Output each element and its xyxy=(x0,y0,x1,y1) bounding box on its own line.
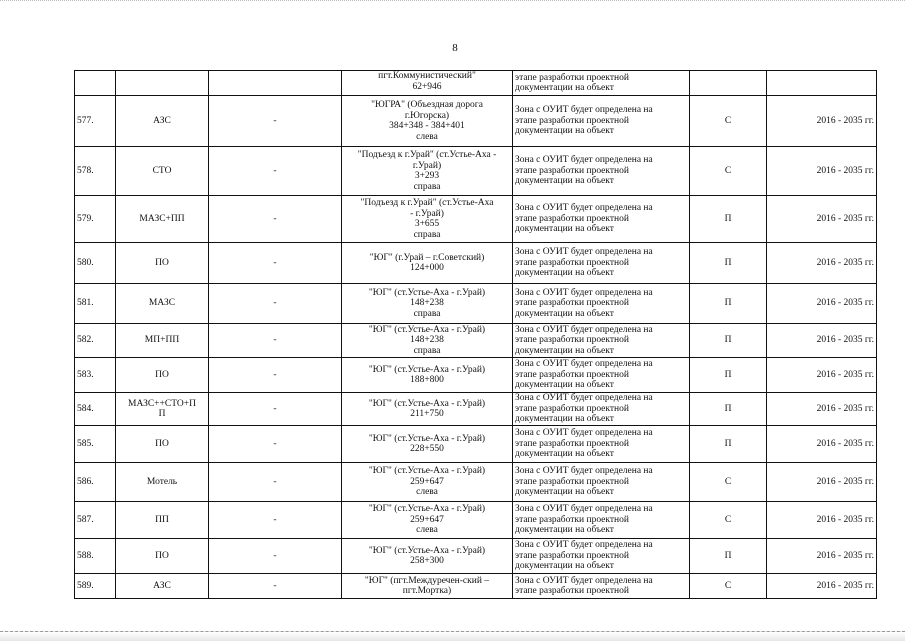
location-line: 228+550 xyxy=(410,444,444,454)
zone-line: документации на объект xyxy=(515,268,614,279)
row-number: 581. xyxy=(75,284,116,324)
row-number: 583. xyxy=(75,358,116,393)
location-line: пгт.Мортка) xyxy=(402,586,452,596)
table-row xyxy=(75,463,877,502)
zone-line: этапе разработки проектной xyxy=(515,72,629,83)
dash-cell: - xyxy=(209,147,342,196)
zone-cell xyxy=(513,393,690,426)
category-cell: П xyxy=(690,426,767,463)
location-cell xyxy=(342,324,513,358)
location-line: "ЮГ" (ст.Устье-Аха - г.Урай) xyxy=(368,504,486,515)
location-line: 148+238 xyxy=(410,298,444,309)
zone-line: Зона с ОУИТ будет определена на xyxy=(515,466,653,477)
period-cell: 2016 - 2035 гг. xyxy=(767,539,877,574)
location-cell xyxy=(342,463,513,502)
row-number: 579. xyxy=(75,196,116,243)
zone-cell xyxy=(513,358,690,393)
zone-line: Зона с ОУИТ будет определена на xyxy=(515,155,653,166)
location-line: "ЮГ" (ст.Устье-Аха - г.Урай) xyxy=(368,287,486,298)
table-row xyxy=(75,196,877,243)
zone-line: этапе разработки проектной xyxy=(515,586,629,596)
category-cell: П xyxy=(690,393,767,426)
location-cell xyxy=(342,196,513,243)
zone-line: Зона с ОУИТ будет определена на xyxy=(515,105,653,116)
category-cell: П xyxy=(690,324,767,358)
location-line: 384+348 - 384+401 xyxy=(389,121,465,131)
location-line: 259+647 xyxy=(410,514,444,525)
dash-cell: - xyxy=(209,358,342,393)
zone-line: этапе разработки проектной xyxy=(515,550,629,561)
period-cell: 2016 - 2035 гг. xyxy=(767,96,877,147)
cell-type xyxy=(116,71,209,96)
location-cell xyxy=(342,539,513,574)
table-row xyxy=(75,502,877,539)
period-cell: 2016 - 2035 гг. xyxy=(767,463,877,502)
zone-cell xyxy=(513,324,690,358)
zone-line: этапе разработки проектной xyxy=(515,438,629,449)
location-cell xyxy=(342,358,513,393)
period-cell: 2016 - 2035 гг. xyxy=(767,393,877,426)
zone-cell xyxy=(513,196,690,243)
location-line: 3+655 xyxy=(414,219,440,229)
zone-line: документации на объект xyxy=(515,487,614,498)
object-type: ПП xyxy=(116,502,209,539)
dash-cell: - xyxy=(209,96,342,147)
location-line: г.Югорска) xyxy=(404,110,450,121)
zone-line: документации на объект xyxy=(515,83,614,93)
cell-num xyxy=(75,71,116,96)
dash-cell: - xyxy=(209,574,342,599)
period-cell: 2016 - 2035 гг. xyxy=(767,196,877,243)
category-cell: П xyxy=(690,539,767,574)
table-row xyxy=(75,147,877,196)
location-line: "Подъезд к г.Урай" (ст.Устье-Аха xyxy=(360,198,494,208)
object-type: МП+ПП xyxy=(116,324,209,358)
category-cell: П xyxy=(690,196,767,243)
location-line: справа xyxy=(413,181,441,192)
zone-line: Зона с ОУИТ будет определена на xyxy=(515,203,653,214)
zone-cell xyxy=(513,284,690,324)
object-type-line: МАЗС++СТО+П xyxy=(128,398,196,409)
location-line: "ЮГ" (ст.Устье-Аха - г.Урай) xyxy=(368,364,486,375)
zone-cell xyxy=(513,243,690,284)
scan-top-edge xyxy=(0,0,905,9)
zone-cell xyxy=(513,147,690,196)
zone-cell xyxy=(513,574,690,599)
zone-line: Зона с ОУИТ будет определена на xyxy=(515,287,653,298)
zone-line: документации на объект xyxy=(515,126,614,137)
zone-line: этапе разработки проектной xyxy=(515,257,629,268)
period-cell: 2016 - 2035 гг. xyxy=(767,284,877,324)
table-row xyxy=(75,393,877,426)
location-line: "ЮГ" (ст.Устье-Аха - г.Урай) xyxy=(368,398,486,409)
category-cell: П xyxy=(690,358,767,393)
location-line: слева xyxy=(416,487,438,498)
location-line: 211+750 xyxy=(410,409,444,419)
period-cell: 2016 - 2035 гг. xyxy=(767,324,877,358)
zone-line: этапе разработки проектной xyxy=(515,298,629,309)
period-cell: 2016 - 2035 гг. xyxy=(767,502,877,539)
location-cell xyxy=(342,243,513,284)
period-cell: 2016 - 2035 гг. xyxy=(767,147,877,196)
row-number: 585. xyxy=(75,426,116,463)
object-type: ПО xyxy=(116,426,209,463)
location-line: - г.Урай) xyxy=(410,208,444,219)
location-line: "ЮГРА" (Объездная дорога xyxy=(371,100,483,110)
category-cell: С xyxy=(690,463,767,502)
row-number: 582. xyxy=(75,324,116,358)
period-cell: 2016 - 2035 гг. xyxy=(767,574,877,599)
location-cell xyxy=(342,96,513,147)
dash-cell: - xyxy=(209,426,342,463)
zone-cell xyxy=(513,539,690,574)
location-cell xyxy=(342,147,513,196)
location-cell xyxy=(342,502,513,539)
dash-cell: - xyxy=(209,539,342,574)
period-cell: 2016 - 2035 гг. xyxy=(767,426,877,463)
table-row xyxy=(75,284,877,324)
zone-line: документации на объект xyxy=(515,224,614,235)
location-line: справа xyxy=(413,229,441,240)
zone-line: этапе разработки проектной xyxy=(515,514,629,525)
cell-period xyxy=(767,71,877,96)
location-line: справа xyxy=(413,308,441,319)
zone-line: документации на объект xyxy=(515,308,614,319)
object-type: АЗС xyxy=(116,574,209,599)
location-line: 258+300 xyxy=(410,556,444,566)
category-cell: С xyxy=(690,574,767,599)
location-line: пгт.Коммунистический" xyxy=(378,71,476,81)
object-type-line: П xyxy=(158,409,166,419)
category-cell: П xyxy=(690,284,767,324)
dash-cell: - xyxy=(209,393,342,426)
location-line: "Подъезд к г.Урай" (ст.Устье-Аха - xyxy=(357,150,497,160)
location-line: 188+800 xyxy=(410,375,444,385)
object-type: СТО xyxy=(116,147,209,196)
zone-line: документации на объект xyxy=(515,525,614,536)
zone-line: документации на объект xyxy=(515,345,614,356)
row-number: 587. xyxy=(75,502,116,539)
object-type: ПО xyxy=(116,358,209,393)
object-type: Мотель xyxy=(116,463,209,502)
register-table xyxy=(74,70,877,599)
dash-cell: - xyxy=(209,463,342,502)
zone-line: Зона с ОУИТ будет определена на xyxy=(515,575,653,586)
table-row xyxy=(75,539,877,574)
location-line: 3+293 xyxy=(414,171,440,181)
zone-cell xyxy=(513,426,690,463)
row-number: 578. xyxy=(75,147,116,196)
zone-line: документации на объект xyxy=(515,380,614,391)
table-row-continuation xyxy=(75,71,877,96)
zone-line: документации на объект xyxy=(515,449,614,460)
dash-cell: - xyxy=(209,324,342,358)
object-type: АЗС xyxy=(116,96,209,147)
zone-line: Зона с ОУИТ будет определена на xyxy=(515,324,653,335)
zone-line: документации на объект xyxy=(515,176,614,187)
period-cell: 2016 - 2035 гг. xyxy=(767,243,877,284)
location-line: "ЮГ" (ст.Устье-Аха - г.Урай) xyxy=(368,466,486,477)
object-type: ПО xyxy=(116,539,209,574)
zone-cell xyxy=(513,463,690,502)
zone-line: документации на объект xyxy=(515,561,614,572)
table-row xyxy=(75,426,877,463)
location-line: "ЮГ" (ст.Устье-Аха - г.Урай) xyxy=(368,433,486,444)
zone-line: этапе разработки проектной xyxy=(515,403,629,414)
category-cell: С xyxy=(690,96,767,147)
cell-dash xyxy=(209,71,342,96)
zone-line: Зона с ОУИТ будет определена на xyxy=(515,428,653,439)
period-cell: 2016 - 2035 гг. xyxy=(767,358,877,393)
dash-cell: - xyxy=(209,243,342,284)
location-line: г.Урай) xyxy=(412,160,442,171)
location-cell xyxy=(342,393,513,426)
register-table-body xyxy=(75,71,877,599)
location-line: 148+238 xyxy=(410,335,444,346)
table-row xyxy=(75,574,877,599)
object-type: ПО xyxy=(116,243,209,284)
location-line: "ЮГ" (ст.Устье-Аха - г.Урай) xyxy=(368,324,486,335)
category-cell: С xyxy=(690,147,767,196)
cell-category xyxy=(690,71,767,96)
row-number: 589. xyxy=(75,574,116,599)
location-line: "ЮГ" (пгт.Междуречен-ский – xyxy=(364,575,490,586)
category-cell: С xyxy=(690,502,767,539)
dash-cell: - xyxy=(209,196,342,243)
zone-line: этапе разработки проектной xyxy=(515,213,629,224)
zone-line: Зона с ОУИТ будет определена на xyxy=(515,359,653,370)
location-line: слева xyxy=(416,525,438,536)
row-number: 577. xyxy=(75,96,116,147)
object-type: МАЗС xyxy=(116,284,209,324)
row-number: 580. xyxy=(75,243,116,284)
zone-line: Зона с ОУИТ будет определена на xyxy=(515,247,653,258)
dash-cell: - xyxy=(209,284,342,324)
page-number: 8 xyxy=(452,42,458,54)
zone-cell xyxy=(513,96,690,147)
location-line: слева xyxy=(416,131,438,142)
zone-line: этапе разработки проектной xyxy=(515,165,629,176)
zone-cell xyxy=(513,502,690,539)
dash-cell: - xyxy=(209,502,342,539)
zone-line: этапе разработки проектной xyxy=(515,335,629,346)
row-number: 586. xyxy=(75,463,116,502)
location-line: "ЮГ" (ст.Устье-Аха - г.Урай) xyxy=(368,545,486,556)
object-type: МАЗС+ПП xyxy=(116,196,209,243)
table-row xyxy=(75,324,877,358)
zone-line: Зона с ОУИТ будет определена на xyxy=(515,393,653,404)
zone-line: Зона с ОУИТ будет определена на xyxy=(515,540,653,551)
table-row xyxy=(75,243,877,284)
location-line: 62+946 xyxy=(412,81,442,92)
category-cell: П xyxy=(690,243,767,284)
row-number: 584. xyxy=(75,393,116,426)
location-cell xyxy=(342,574,513,599)
zone-line: этапе разработки проектной xyxy=(515,115,629,126)
location-line: 124+000 xyxy=(410,263,444,273)
cell-location xyxy=(342,71,513,96)
zone-line: этапе разработки проектной xyxy=(515,476,629,487)
cell-zone xyxy=(513,71,690,96)
zone-line: Зона с ОУИТ будет определена на xyxy=(515,504,653,515)
table-row xyxy=(75,96,877,147)
location-line: 259+647 xyxy=(410,476,444,487)
object-type xyxy=(116,393,209,426)
zone-line: этапе разработки проектной xyxy=(515,369,629,380)
location-line: "ЮГ" (г.Урай – г.Советский) xyxy=(369,252,485,263)
location-cell xyxy=(342,284,513,324)
table-row xyxy=(75,358,877,393)
location-cell xyxy=(342,426,513,463)
row-number: 588. xyxy=(75,539,116,574)
location-line: справа xyxy=(413,345,441,356)
zone-line: документации на объект xyxy=(515,414,614,425)
